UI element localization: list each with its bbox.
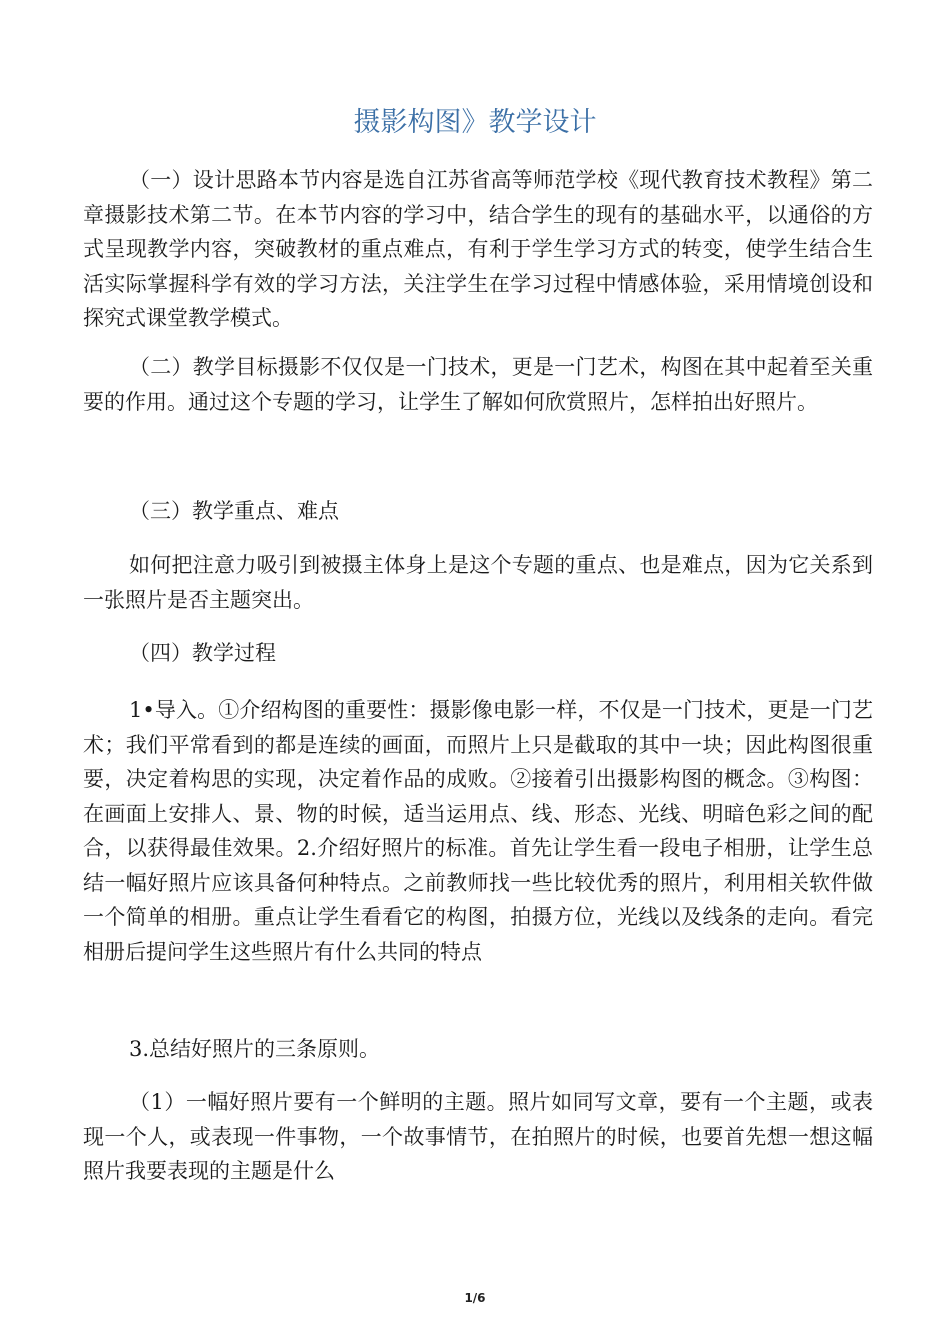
paragraph-key-points-heading: （三）教学重点、难点 [129, 499, 339, 523]
paragraph-key-points: 如何把注意力吸引到被摄主体身上是这个专题的重点、也是难点，因为它关系到一张照片是否主题突出。 [83, 553, 873, 612]
paragraph-process-heading: （四）教学过程 [129, 641, 276, 665]
paragraph-principle-one: （1）一幅好照片要有一个鲜明的主题。照片如同写文章，要有一个主题，或表现一个人，或表现一件事物，一个故事情节，在拍照片的时候，也要首先想一想这幅照片我要表现的主题是什么 [83, 1090, 873, 1183]
document-title: 摄影构图》教学设计 [353, 107, 597, 138]
paragraph-process: 1•导入。①介绍构图的重要性：摄影像电影一样，不仅是一门技术，更是一门艺术；我们平常看到的都是连续的画面，而照片上只是截取的其中一块；因此构图很重要，决定着构思的实现，决定着作品的成败。②接着引出摄影构图的概念。③构图：在画面上安排人、景、物的时候，适当运用点、线、形态、光线、明暗色彩之间的配合，以获得最佳效果。2.介绍好照片的标准。首先让学生看一段电子相册，让学生总结一幅好照片应该具备何种特点。之前教师找一些比较优秀的照片，利用相关软件做一个简单的相册。重点让学生看看它的构图，拍摄方位，光线以及线条的走向。看完相册后提问学生这些照片有什么共同的特点 [83, 698, 873, 964]
paragraph-design-idea: （一）设计思路本节内容是选自江苏省高等师范学校《现代教育技术教程》第二章摄影技术第二节。在本节内容的学习中，结合学生的现有的基础水平，以通俗的方式呈现教学内容，突破教材的重点难点，有利于学生学习方式的转变，使学生结合生活实际掌握科学有效的学习方法，关注学生在学习过程中情感体验，采用情境创设和探究式课堂教学模式。 [83, 168, 873, 330]
page-number: 1/6 [464, 1291, 486, 1305]
paragraph-principles-heading: 3.总结好照片的三条原则。 [129, 1037, 381, 1061]
paragraph-teaching-goals: （二）教学目标摄影不仅仅是一门技术，更是一门艺术，构图在其中起着至关重要的作用。通过这个专题的学习，让学生了解如何欣赏照片，怎样拍出好照片。 [83, 355, 873, 414]
